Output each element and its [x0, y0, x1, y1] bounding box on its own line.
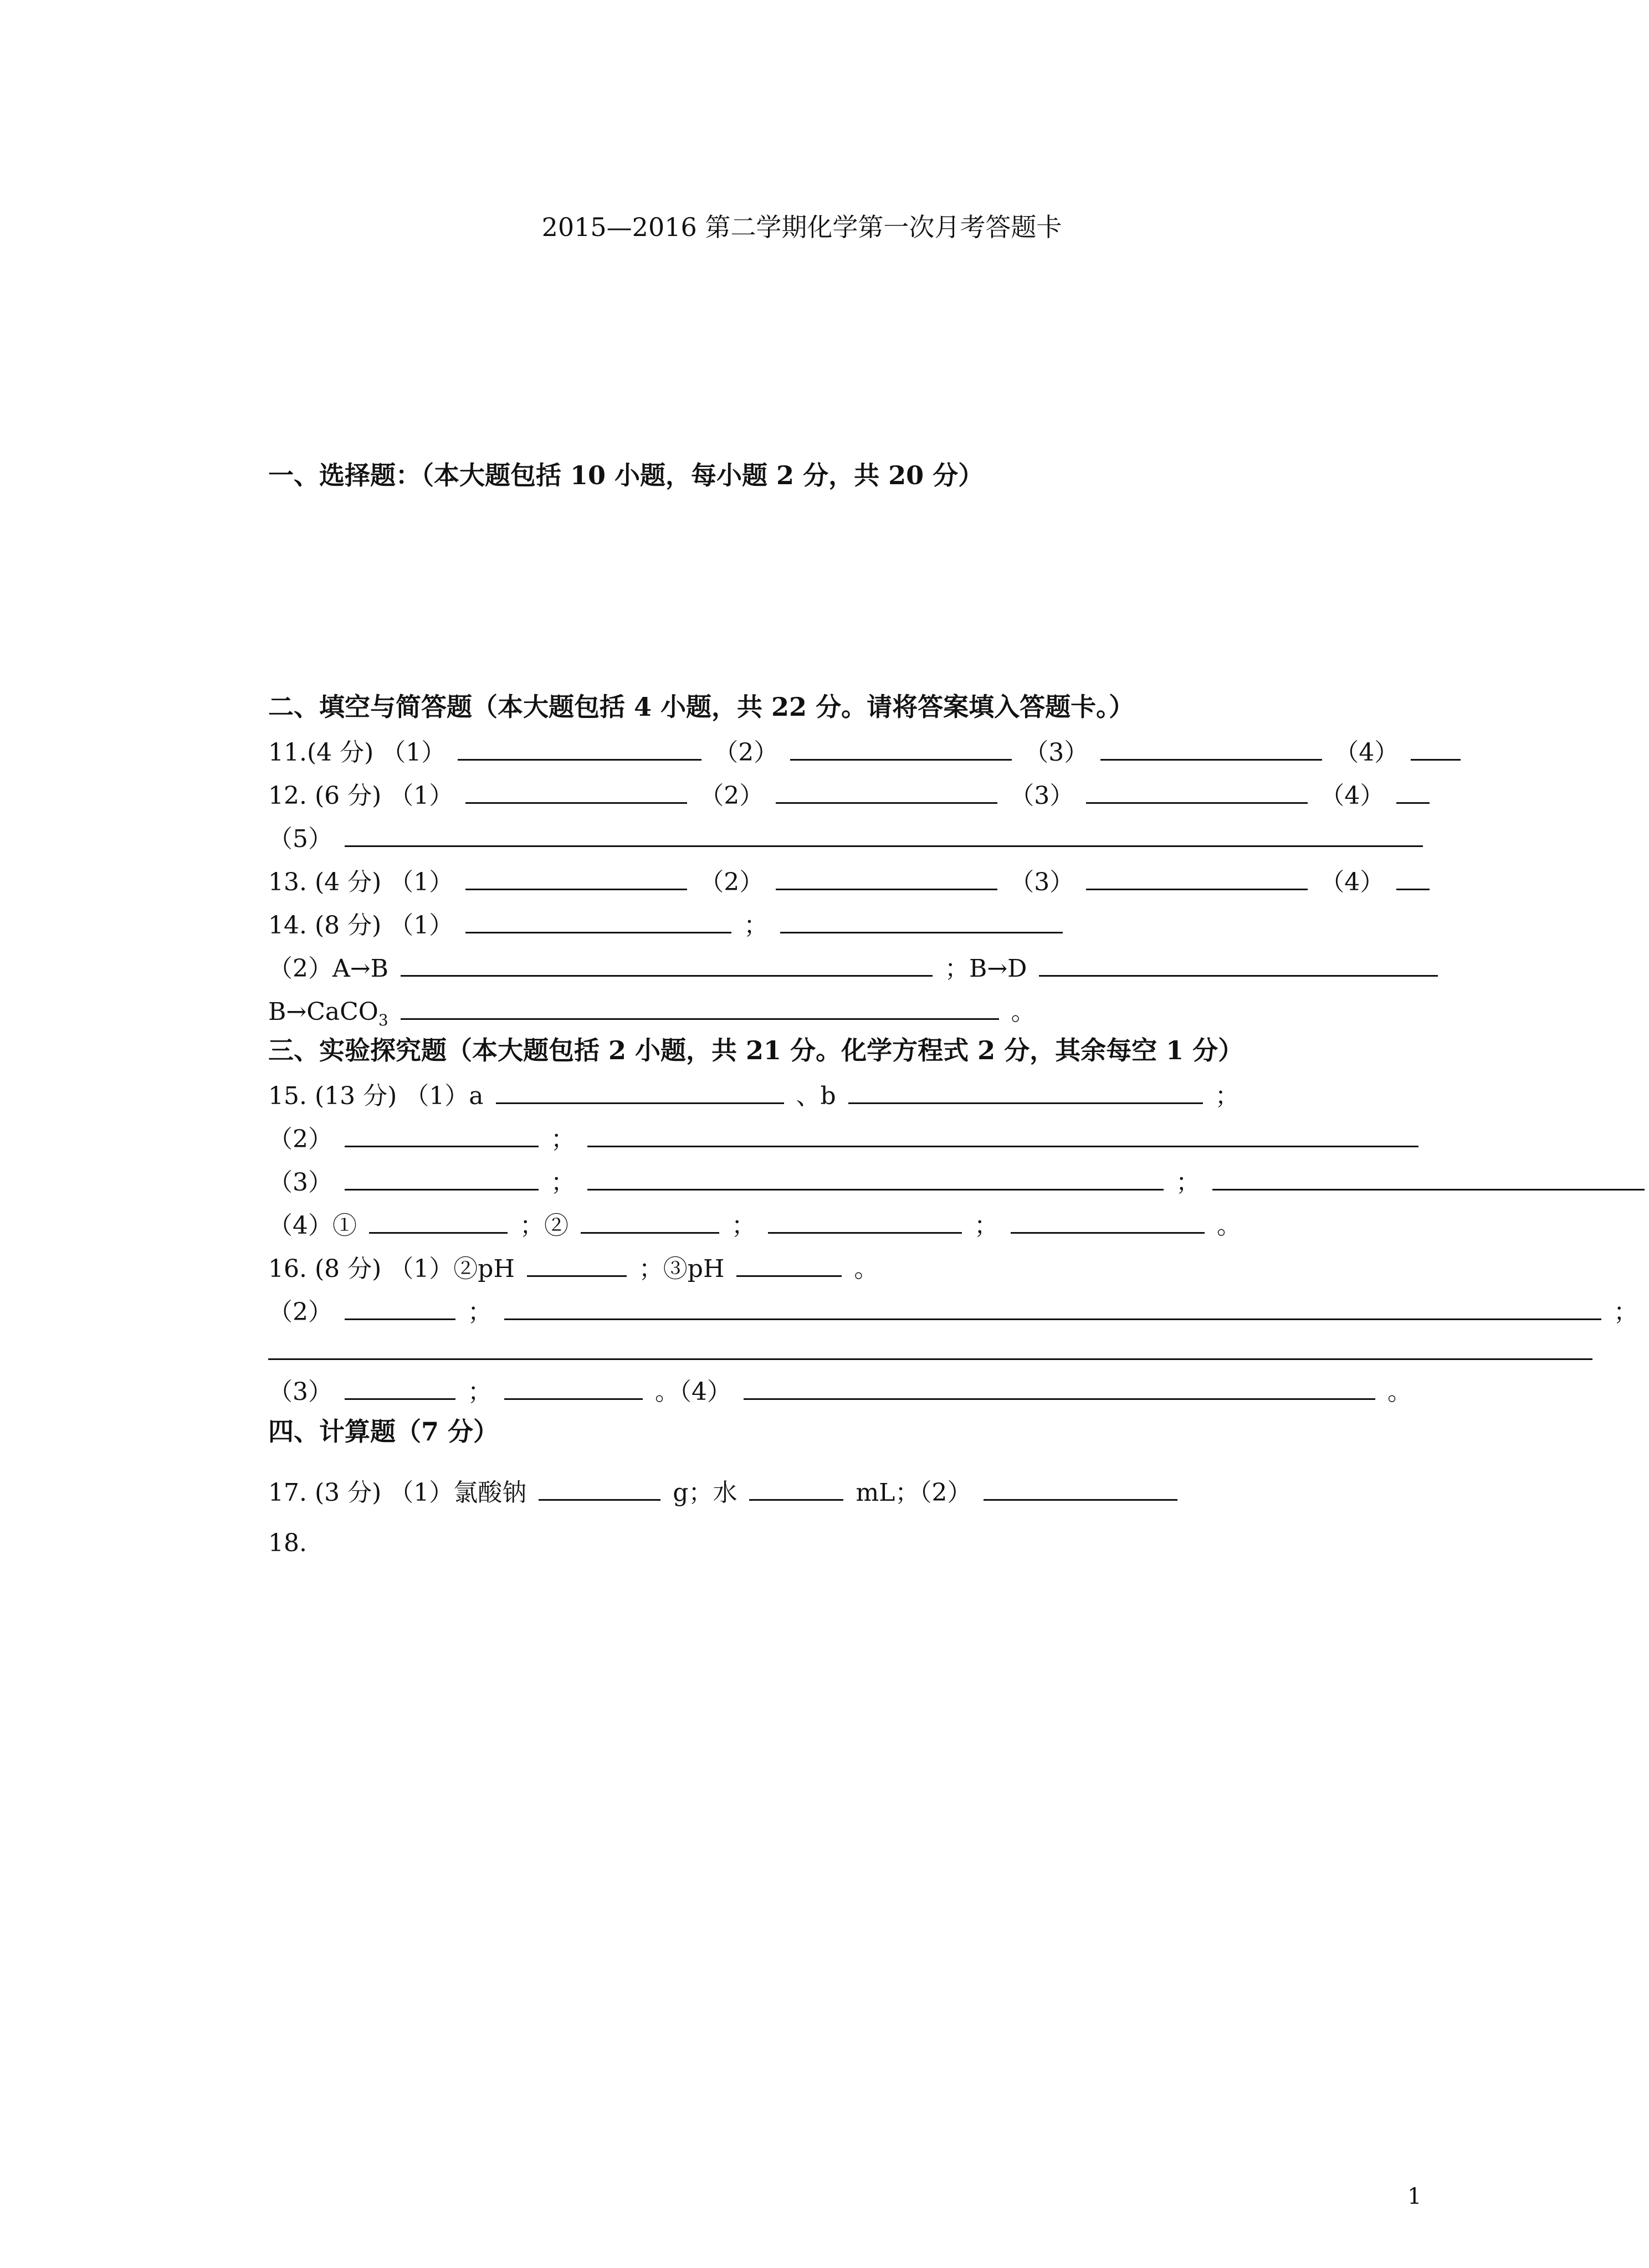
- section3-heading: [268, 1034, 1243, 1067]
- page-title: 2015—2016 第二学期化学第一次月考答题卡: [541, 212, 1062, 242]
- q13-answer1-blank[interactable]: [465, 863, 687, 890]
- q13-answer3-blank[interactable]: [1086, 863, 1308, 890]
- q14-part1-label: （1）: [389, 911, 454, 940]
- q18-row: [268, 1527, 307, 1560]
- page-number: 1: [1407, 2184, 1422, 2209]
- q14-b-to-caco3-blank[interactable]: [401, 993, 999, 1020]
- q16-part1-ph2-label: （1）②pH: [389, 1255, 515, 1283]
- q12-part5-label: （5）: [268, 825, 332, 853]
- q14-part2-ab-label: （2）A→B: [268, 955, 388, 983]
- q16-semicolon-3: ；: [468, 1378, 492, 1406]
- q14-row: [268, 906, 1067, 942]
- q15-semicolon-4: ；: [1176, 1168, 1200, 1197]
- q11-part2-label: （2）: [714, 738, 779, 767]
- q15-semicolon-6: ；: [974, 1212, 998, 1240]
- section2-heading-text: 二、填空与简答题（本大题包括 4 小题，共 22 分。请将答案填入答题卡。）: [268, 692, 1135, 722]
- q11-row: [268, 733, 1465, 769]
- q13-part1-label: （1）: [389, 868, 454, 896]
- q15-answer4-1-blank[interactable]: [369, 1207, 508, 1234]
- q14-bd-label: ；B→D: [944, 955, 1027, 983]
- q15-answer2a-blank[interactable]: [345, 1120, 539, 1147]
- section4-heading-text: 四、计算题（7 分）: [268, 1417, 499, 1446]
- q14-row-2: [268, 950, 1442, 986]
- q16-row: [268, 1250, 878, 1286]
- q15-answer4-4-blank[interactable]: [1011, 1207, 1205, 1234]
- q15-answer4-2-blank[interactable]: [581, 1207, 719, 1234]
- q16-row-2: [268, 1293, 1638, 1329]
- q16-semicolon-2: ；: [1614, 1298, 1638, 1326]
- q11-answer3-blank[interactable]: [1100, 733, 1322, 761]
- q12-answer3-blank[interactable]: [1086, 777, 1308, 804]
- q16-end: 。: [854, 1255, 879, 1283]
- q15-part3-label: （3）: [268, 1168, 332, 1197]
- q18-label: 18.: [268, 1529, 307, 1557]
- q16-row-3: [268, 1333, 1592, 1369]
- q13-answer2-blank[interactable]: [776, 863, 997, 890]
- q16-row-4: [268, 1373, 1412, 1409]
- section1-heading-text: 一、选择题：（本大题包括 10 小题，每小题 2 分，共 20 分）: [268, 460, 984, 490]
- q13-label: 13. (4 分): [268, 868, 382, 896]
- q14-label: 14. (8 分): [268, 911, 382, 940]
- section4-heading: [268, 1415, 499, 1448]
- q16-ph3-blank[interactable]: [736, 1250, 842, 1277]
- q15-answer2b-blank[interactable]: [587, 1120, 1418, 1147]
- q15-answer3b-blank[interactable]: [587, 1163, 1164, 1191]
- q15-semicolon: ；: [1215, 1082, 1240, 1110]
- q16-end-2: 。: [1387, 1378, 1412, 1406]
- q12-row-2: [268, 820, 1427, 856]
- q12-part1-label: （1）: [389, 782, 454, 810]
- q15-end: 。: [1217, 1212, 1241, 1240]
- q13-part2-label: （2）: [699, 868, 764, 896]
- q14-answer1b-blank[interactable]: [780, 906, 1063, 933]
- q12-answer1-blank[interactable]: [465, 777, 687, 804]
- q16-semicolon: ；: [468, 1298, 492, 1326]
- q13-row: [268, 863, 1434, 899]
- section3-heading-text: 三、实验探究题（本大题包括 2 小题，共 21 分。化学方程式 2 分，其余每空 1 分）: [268, 1035, 1244, 1065]
- q16-ph2-blank[interactable]: [527, 1250, 627, 1277]
- q12-answer4-blank[interactable]: [1396, 777, 1430, 804]
- q15-part2-label: （2）: [268, 1125, 332, 1153]
- q14-separator: ；: [744, 911, 769, 940]
- q16-answer2b-blank[interactable]: [504, 1293, 1601, 1320]
- q13-part4-label: （4）: [1320, 868, 1385, 896]
- q16-ph3-label: ；③pH: [638, 1255, 725, 1283]
- q16-label: 16. (8 分): [268, 1255, 382, 1283]
- q12-row: [268, 777, 1434, 813]
- q14-end: 。: [1011, 998, 1036, 1026]
- q12-part3-label: （3）: [1010, 782, 1074, 810]
- q16-answer3b-blank[interactable]: [504, 1373, 643, 1400]
- q15-row-4: [268, 1207, 1241, 1243]
- q17-ml-part2-label: mL；（2）: [856, 1479, 972, 1507]
- q16-answer2a-blank[interactable]: [345, 1293, 455, 1320]
- q16-part4-label: 。（4）: [655, 1378, 731, 1406]
- q17-row: [268, 1474, 1182, 1510]
- q11-answer1-blank[interactable]: [458, 733, 701, 761]
- q15-part4-label: （4）①: [268, 1212, 357, 1240]
- q12-answer5-blank[interactable]: [345, 820, 1423, 847]
- q15-part1a-label: （1）a: [404, 1082, 484, 1110]
- q11-answer2-blank[interactable]: [790, 733, 1012, 761]
- q12-part4-label: （4）: [1320, 782, 1385, 810]
- q15-circle2-label: ；②: [520, 1212, 569, 1240]
- q14-b-to-d-blank[interactable]: [1039, 950, 1438, 977]
- q17-label: 17. (3 分): [268, 1479, 382, 1507]
- q12-part2-label: （2）: [699, 782, 764, 810]
- q11-label: 11.(4 分): [268, 738, 374, 767]
- q17-grams-water-label: g；水: [673, 1479, 738, 1507]
- q16-answer4-blank[interactable]: [744, 1373, 1375, 1400]
- q14-a-to-b-blank[interactable]: [401, 950, 933, 977]
- q15-label: 15. (13 分): [268, 1082, 397, 1110]
- q12-answer2-blank[interactable]: [776, 777, 997, 804]
- q14-answer1a-blank[interactable]: [465, 906, 731, 933]
- q13-answer4-blank[interactable]: [1396, 863, 1430, 890]
- q15-semicolon-3: ；: [551, 1168, 575, 1197]
- q11-answer4-blank[interactable]: [1411, 733, 1461, 761]
- q17-part1-label: （1）氯酸钠: [389, 1479, 527, 1507]
- q11-part3-label: （3）: [1024, 738, 1089, 767]
- q11-part4-label: （4）: [1334, 738, 1399, 767]
- q12-label: 12. (6 分): [268, 782, 382, 810]
- q13-part3-label: （3）: [1010, 868, 1074, 896]
- q14-row-3: [268, 993, 1036, 1037]
- q16-part2-label: （2）: [268, 1298, 332, 1326]
- q15-answer3c-blank[interactable]: [1212, 1163, 1645, 1191]
- q15-answer4-3-blank[interactable]: [768, 1207, 962, 1234]
- q15-answer3a-blank[interactable]: [345, 1163, 539, 1191]
- q17-answer2-blank[interactable]: [984, 1474, 1177, 1501]
- q15-row: [268, 1077, 1240, 1113]
- section2-heading: [268, 690, 1134, 723]
- section1-heading: [268, 459, 984, 492]
- q17-sodium-chlorate-blank[interactable]: [539, 1474, 660, 1501]
- q15-semicolon-5: ；: [731, 1212, 756, 1240]
- q16-answer3a-blank[interactable]: [345, 1373, 455, 1400]
- q15-row-3: [268, 1163, 1649, 1199]
- q15-answer-a-blank[interactable]: [496, 1077, 784, 1104]
- q15-semicolon-2: ；: [551, 1125, 575, 1153]
- q16-part3-label: （3）: [268, 1378, 332, 1406]
- q15-answer-b-blank[interactable]: [848, 1077, 1203, 1104]
- q15-part1b-label: 、b: [796, 1082, 836, 1110]
- q11-part1-label: （1）: [381, 738, 446, 767]
- q16-answer2c-blank[interactable]: [268, 1333, 1592, 1360]
- q14-b-to-caco3-label: B→CaCO$_3$: [268, 998, 388, 1029]
- q15-row-2: [268, 1120, 1423, 1156]
- q17-water-blank[interactable]: [749, 1474, 843, 1501]
